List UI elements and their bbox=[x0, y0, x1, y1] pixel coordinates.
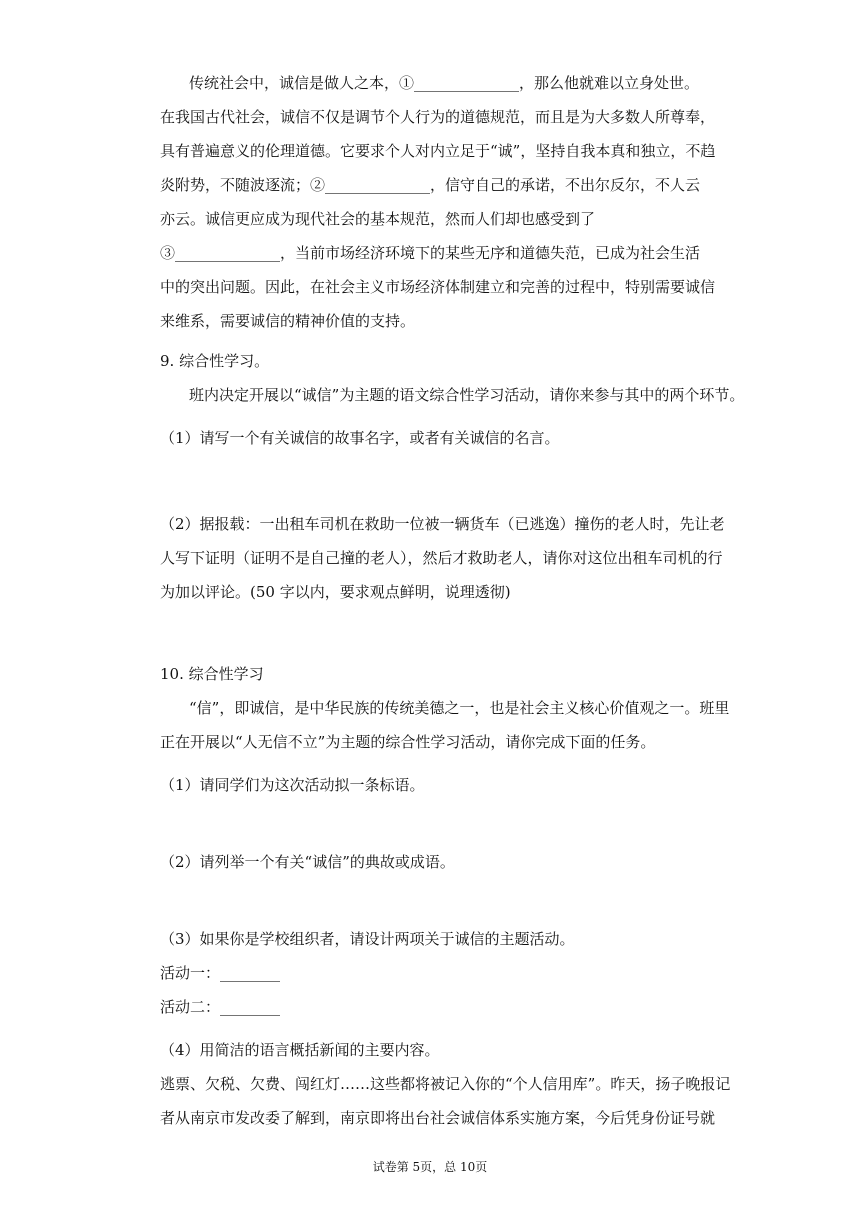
passage-line: 在我国古代社会，诚信不仅是调节个人行为的道德规范，而且是为大多数人所尊奉， bbox=[160, 108, 716, 126]
activity-line: 活动一：________ bbox=[160, 964, 281, 982]
passage-line: 具有普遍意义的伦理道德。它要求个人对内立足于“诚”，坚持自我本真和独立，不趋 bbox=[160, 142, 716, 160]
question-intro: 正在开展以“人无信不立”为主题的综合性学习活动，请你完成下面的任务。 bbox=[160, 733, 656, 751]
passage-line: 中的突出问题。因此，在社会主义市场经济体制建立和完善的过程中，特别需要诚信 bbox=[160, 278, 716, 296]
question-intro: “信”，即诚信，是中华民族的传统美德之一，也是社会主义核心价值观之一。班里 bbox=[189, 699, 730, 717]
question-title: 10. 综合性学习 bbox=[160, 665, 264, 683]
question-title: 9. 综合性学习。 bbox=[160, 352, 270, 370]
sub-question: （1）请写一个有关诚信的故事名字，或者有关诚信的名言。 bbox=[160, 429, 560, 447]
sub-question: （1）请同学们为这次活动拟一条标语。 bbox=[160, 776, 425, 794]
sub-question: 人写下证明（证明不是自己撞的老人），然后才救助老人，请你对这位出租车司机的行 bbox=[160, 549, 723, 567]
sub-question: 为加以评论。(50 字以内，要求观点鲜明，说理透彻) bbox=[160, 583, 511, 601]
news-line: 者从南京市发改委了解到，南京即将出台社会诚信体系实施方案，今后凭身份证号就 bbox=[160, 1109, 716, 1127]
sub-question: （4）用简洁的语言概括新闻的主要内容。 bbox=[160, 1041, 440, 1059]
sub-question: （2）据报载：一出租车司机在救助一位被一辆货车（已逃逸）撞伤的老人时，先让老 bbox=[160, 515, 725, 533]
news-line: 逃票、欠税、欠费、闯红灯……这些都将被记入你的“个人信用库”。昨天，扬子晚报记 bbox=[160, 1075, 731, 1093]
sub-question: （2）请列举一个有关“诚信”的典故或成语。 bbox=[160, 853, 455, 871]
activity-line: 活动二：________ bbox=[160, 998, 281, 1016]
passage-line: ③______________，当前市场经济环境下的某些无序和道德失范，已成为社会生活 bbox=[160, 244, 701, 262]
page-footer: 试卷第 5页，总 10页 bbox=[372, 1160, 488, 1174]
passage-line: 炎附势，不随波逐流；②______________，信守自己的承诺，不出尔反尔，不人云 bbox=[160, 176, 701, 194]
passage-line: 传统社会中，诚信是做人之本，①______________，那么他就难以立身处世。 bbox=[189, 74, 700, 92]
question-intro: 班内决定开展以“诚信”为主题的语文综合性学习活动，请你来参与其中的两个环节。 bbox=[189, 386, 745, 404]
passage-line: 亦云。诚信更应成为现代社会的基本规范，然而人们却也感受到了 bbox=[160, 210, 596, 228]
passage-line: 来维系，需要诚信的精神价值的支持。 bbox=[160, 312, 416, 330]
sub-question: （3）如果你是学校组织者，请设计两项关于诚信的主题活动。 bbox=[160, 930, 575, 948]
